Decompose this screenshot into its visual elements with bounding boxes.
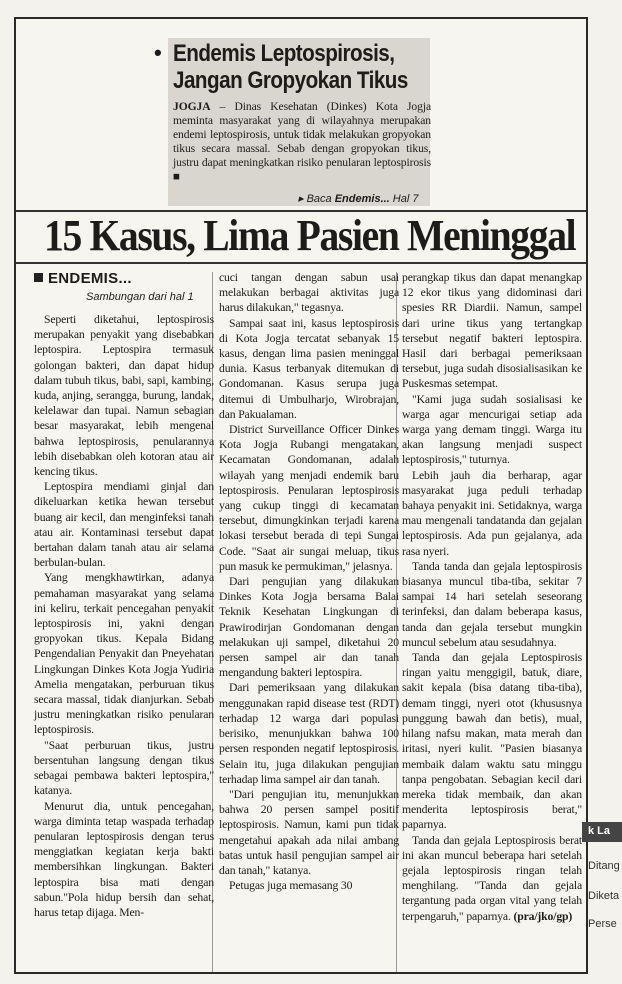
paragraph: Dari pengujian yang dilakukan Dinkes Kota Jogja bersama Balai Teknik Kesehatan Lingkungan di Prawirodirjan Gondomanan dengan melakukan uji sampel, diketahui 20 persen sampel air dan tanah mengandung bakteri leptospira. — [219, 575, 399, 680]
paragraph: Leptospira mendiami ginjal dan dikeluarkan ketika hewan tersebut buang air kecil, dan menginfeksi tanah atau air. Kontaminasi tersebut dapat bertahan dalam tanah atau air selama berbulan-bulan. — [34, 480, 214, 570]
paragraph: Dari pemeriksaan yang dilakukan menggunakan rapid disease test (RDT) terhadap 12 warga dari populasi berisiko, menunjukkan bahwa 100 persen responden negatif leptospirosis. Selain itu, juga dilakukan pengujian terhadap lima sampel air dan tanah. — [219, 681, 399, 786]
adjacent-text-line: Diketa — [588, 890, 620, 902]
teaser-body: – Dinas Kesehatan (Dinkes) Kota Jogja meminta masyarakat yang di wilayahnya merupakan endemi leptospirosis, untuk tidak melakukan gropyokan tikus secara massal. Sebab dengan gropyokan tikus, justru dapat meningkatkan risiko penularan leptospirosis — [173, 100, 431, 169]
headline: 15 Kasus, Lima Pasien Meninggal — [44, 211, 576, 260]
paragraph: "Saat perburuan tikus, justru bersentuhan langsung dengan tikus sebagai pembawa bakteri leptospira," katanya. — [34, 738, 214, 798]
teaser-ref-prefix: Baca — [306, 193, 335, 205]
bullet-icon: • — [154, 40, 162, 65]
paragraph: Tanda tanda dan gejala leptospirosis biasanya muncul tiba-tiba, sekitar 7 sampai 14 hari setelah seseorang terinfeksi, dan dalam beberapa kasus, tanda dan gejala tersebut mungkin muncul sebelum atau sesudahnya. — [402, 559, 582, 649]
divider-headline — [16, 262, 586, 264]
paragraph: cuci tangan dengan sabun usai melakukan berbagai aktivitas juga harus dilakukan," tegasnya. — [219, 271, 399, 315]
adjacent-text-line: Perse — [588, 918, 617, 930]
teaser-ref-bold: Endemis... — [334, 193, 390, 205]
byline: (pra/jko/gp) — [513, 909, 573, 923]
teaser-title-line1: Endemis Leptospirosis, — [173, 40, 395, 67]
paragraph: Seperti diketahui, leptospirosis merupakan penyakit yang disebabkan leptospira. Leptospira termasuk golongan bakteri, dan dapat hidup dalam tubuh tikus, babi, sapi, kambing, kuda, anjing, serangga, burung, landak, kelelawar dan tupai. Namun sebagian besar masyarakat, lebih mengenal bahwa leptospirosis, penularannya lebih disebabkan oleh kotoran atau air kencing tikus. — [34, 313, 214, 479]
paragraph: Menurut dia, untuk pencegahan, warga diminta tetap waspada terhadap penularan leptospirosis dengan terus menggiatkan kegiatan kerja bakti membersihkan lingkungan. Bakteri leptospira bisa mati dengan sabun."Pola hidup bersih dan sehat, harus tetap dijaga. Men- — [34, 799, 214, 919]
paragraph: Lebih jauh dia berharap, agar masyarakat juga peduli terhadap bahaya penyakit ini. Setidaknya, warga mau mengenali tandatanda dan gejalan leptospirosis. Ada pun gejalanya, ada rasa nyeri. — [402, 468, 582, 558]
paragraph-text: Tanda dan gejala Leptospirosis berat ini akan muncul beberapa hari setelah gejala leptospirosis ringan telah menghilang. "Tanda dan gejala tergantung pada organ vital yang telah terpengaruh," paparnya. — [402, 833, 582, 923]
teaser-dateline: JOGJA — [173, 100, 211, 113]
article-column-3 — [402, 270, 582, 924]
teaser-reference — [298, 192, 419, 205]
paragraph: District Surveillance Officer Dinkes Kota Jogja Rubangi mengatakan, Kecamatan Gondomanan, adalah wilayah yang menjadi endemik baru leptospirosis. Penularan leptospirosis yang cukup tinggi di kecamatan tersebut, dimungkinkan terjadi karena lokasi tersebut berada di tepi Sungai Code. "Saat air sungai meluap, tikus pun masuk ke permukiman," jelasnya. — [219, 423, 399, 573]
end-mark-icon: ■ — [173, 170, 180, 183]
teaser-title — [173, 40, 408, 95]
paragraph — [402, 833, 582, 924]
arrow-icon: ▸ — [298, 193, 307, 205]
continued-label: Sambungan dari hal 1 — [86, 291, 194, 303]
kicker — [34, 270, 132, 287]
teaser-ref-suffix: Hal 7 — [389, 193, 419, 205]
adjacent-article-bar: k La — [582, 822, 622, 842]
kicker-label: ENDEMIS... — [48, 270, 132, 287]
paragraph: Petugas juga memasang 30 — [229, 879, 353, 893]
paragraph: "Kami juga sudah sosialisasi ke warga agar mencurigai setiap ada warga yang demam tinggi. Warga itu akan langsung menjadi suspect leptospirosis," tuturnya. — [402, 392, 582, 467]
adjacent-text-line: Ditang — [588, 860, 620, 872]
paragraph: Sampai saat ini, kasus leptospirosis di Kota Jogja tercatat sebanyak 15 kasus, dengan lima pasien meninggal dunia. Kasus terbanyak ditemukan di Gondomanan. Kasus serupa juga ditemui di Umbulharjo, Wirobrajan, dan Pakualaman. — [219, 316, 399, 421]
teaser-title-line2: Jangan Gropyokan Tikus — [173, 67, 408, 95]
article-column-2 — [219, 270, 399, 893]
paragraph: Tanda dan gejala Leptospirosis ringan yaitu menggigil, batuk, diare, sakit kepala (bisa datang tiba-tiba), demam tinggi, nyeri otot (khususnya punggung bawah dan betis), mual, hilang nafsu makan, mata merah dan iritasi, nyeri kulit. "Pasien biasanya membaik dalam waktu satu minggu tanpa pengobatan. Sebagian kecil dari mereka tidak membaik, dan akan menderita leptospirosis berat," paparnya. — [402, 651, 582, 832]
paragraph: perangkap tikus dan dapat menangkap 12 ekor tikus yang didominasi dari spesies RR Diardii. Namun, sampel dari urine tikus yang tertangkap tersebut negatif bakteri leptospira. Hasil dari berbagai pemeriksaan tersebut, juga sudah disosialisasikan ke Puskesmas setempat. — [402, 271, 582, 391]
teaser-text — [173, 100, 431, 184]
square-icon — [34, 273, 43, 282]
paragraph: "Dari pengujian itu, menunjukkan bahwa 20 persen sampel positif leptospirosis. Namun, kami pun tidak mengetahui apakah ada nilai ambang batas untuk hasil pengujian sampel air dan tanah," katanya. — [219, 787, 399, 877]
article-column-1 — [34, 312, 214, 920]
paragraph: Yang mengkhawtirkan, adanya pemahaman masyarakat yang selama ini keliru, terkait pencegahan penyakit leptospirosis ini, yakni dengan gropyokan tikus. Kepala Bidang Pengendalian Penyakit dan Pneyehatan Lingkungan Dinkes Kota Jogja Yudiria Amelia mengatakan, perburuan tikus secara massal, tidak dianjurkan. Sebab justru meningkatkan risiko penularan leptospirosis. — [34, 571, 214, 737]
